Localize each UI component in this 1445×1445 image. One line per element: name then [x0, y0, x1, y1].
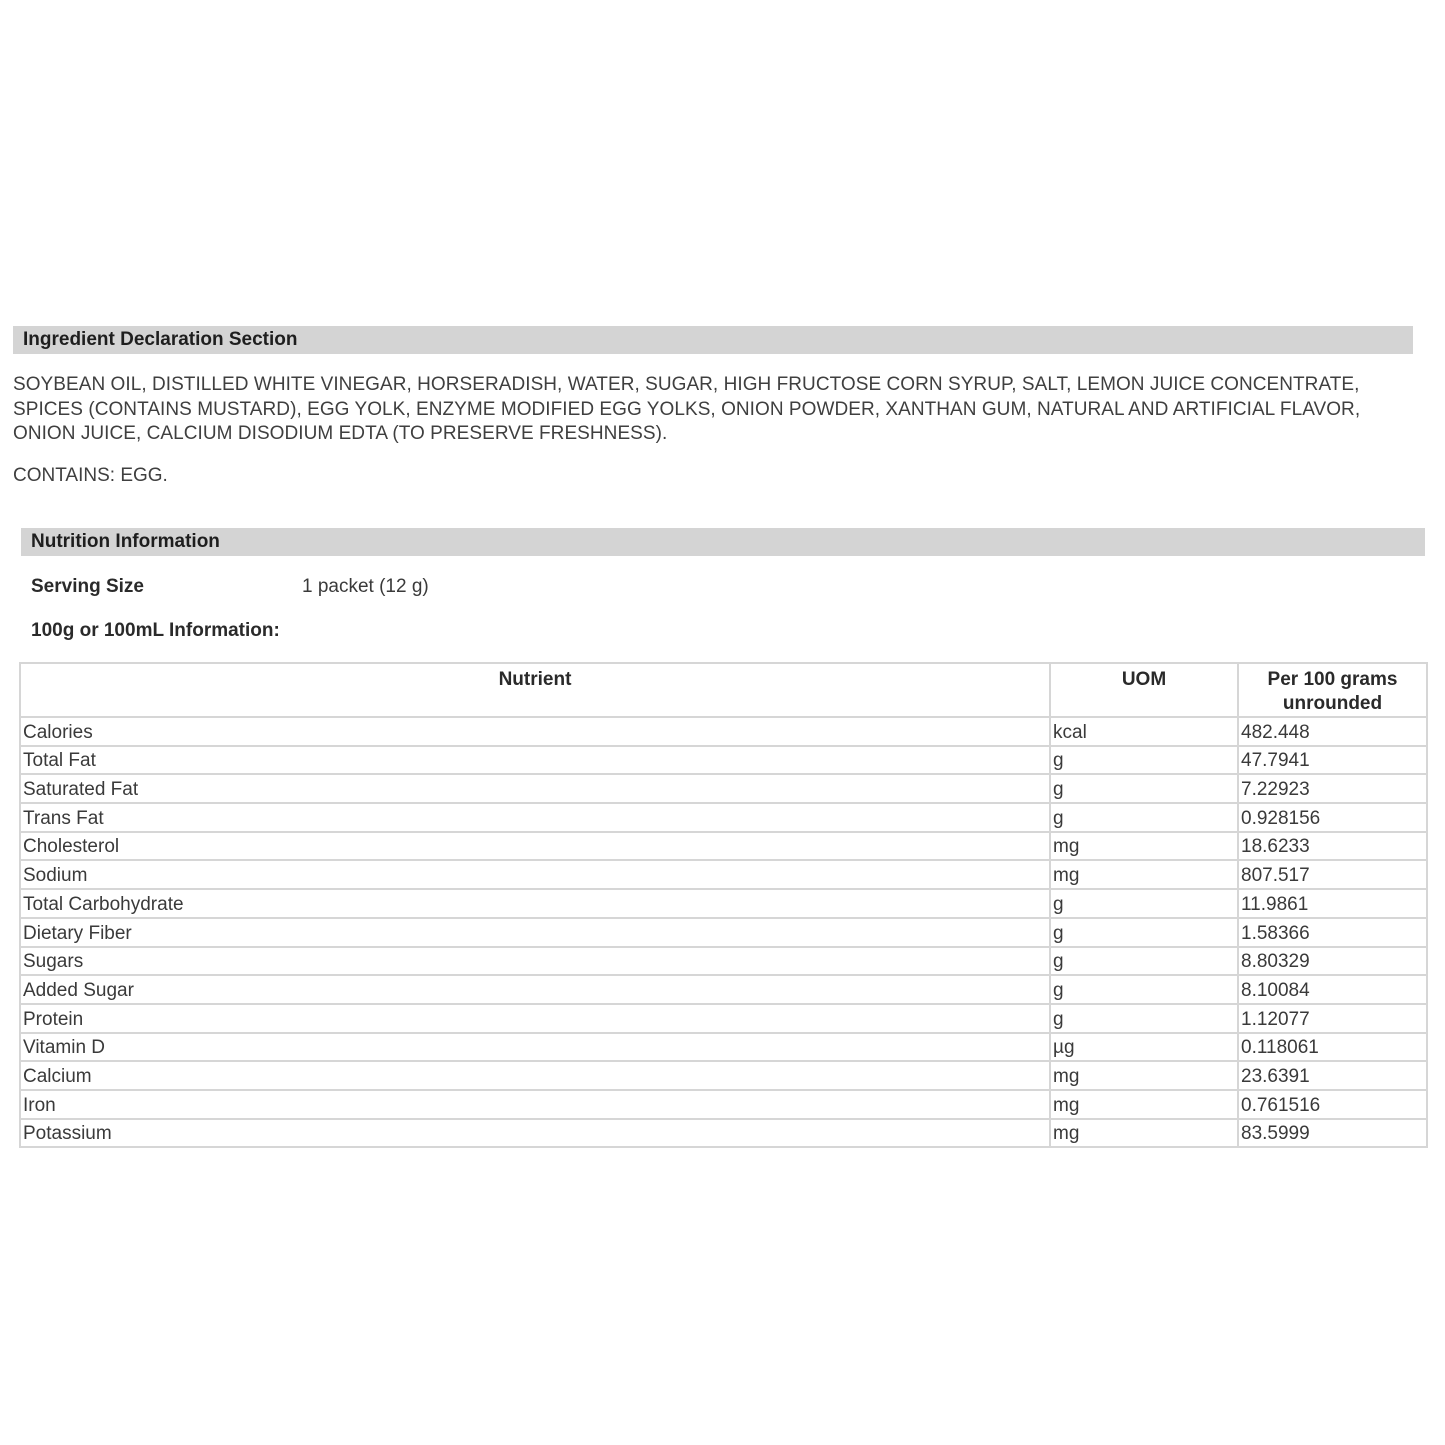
uom-column-header: UOM	[1050, 663, 1238, 717]
uom-cell: g	[1050, 889, 1238, 918]
table-row	[20, 889, 1427, 918]
table-row	[20, 1090, 1427, 1119]
table-row	[20, 975, 1427, 1004]
nutrient-name-cell: Cholesterol	[20, 832, 1050, 861]
uom-cell: g	[1050, 774, 1238, 803]
value-cell: 23.6391	[1238, 1061, 1427, 1090]
per-100-header-line1: Per 100 grams	[1267, 669, 1398, 690]
uom-cell: g	[1050, 975, 1238, 1004]
table-row	[20, 832, 1427, 861]
value-cell: 47.7941	[1238, 746, 1427, 775]
table-row	[20, 860, 1427, 889]
nutrition-section-title: Nutrition Information	[31, 531, 220, 552]
nutrient-name-cell: Iron	[20, 1090, 1050, 1119]
uom-cell: g	[1050, 1004, 1238, 1033]
value-cell: 1.58366	[1238, 918, 1427, 947]
table-row	[20, 803, 1427, 832]
uom-cell: g	[1050, 746, 1238, 775]
nutrient-name-cell: Total Carbohydrate	[20, 889, 1050, 918]
allergen-statement: CONTAINS: EGG.	[13, 465, 168, 486]
table-row	[20, 947, 1427, 976]
nutrient-name-cell: Protein	[20, 1004, 1050, 1033]
uom-cell: g	[1050, 947, 1238, 976]
nutrient-name-cell: Dietary Fiber	[20, 918, 1050, 947]
value-cell: 83.5999	[1238, 1119, 1427, 1148]
uom-cell: g	[1050, 803, 1238, 832]
value-cell: 7.22923	[1238, 774, 1427, 803]
value-cell: 482.448	[1238, 717, 1427, 746]
nutrition-section-header	[21, 528, 1425, 556]
uom-cell: mg	[1050, 1061, 1238, 1090]
value-cell: 8.10084	[1238, 975, 1427, 1004]
nutrient-name-cell: Calories	[20, 717, 1050, 746]
value-cell: 18.6233	[1238, 832, 1427, 861]
uom-cell: mg	[1050, 832, 1238, 861]
uom-cell: µg	[1050, 1033, 1238, 1062]
nutrient-name-cell: Sugars	[20, 947, 1050, 976]
value-cell: 0.928156	[1238, 803, 1427, 832]
nutrient-name-cell: Potassium	[20, 1119, 1050, 1148]
value-cell: 8.80329	[1238, 947, 1427, 976]
serving-size-label: Serving Size	[31, 576, 144, 597]
value-cell: 807.517	[1238, 860, 1427, 889]
uom-cell: mg	[1050, 860, 1238, 889]
serving-size-value: 1 packet (12 g)	[302, 576, 429, 597]
nutrient-name-cell: Trans Fat	[20, 803, 1050, 832]
table-row	[20, 918, 1427, 947]
nutrient-name-cell: Calcium	[20, 1061, 1050, 1090]
value-cell: 0.761516	[1238, 1090, 1427, 1119]
nutrient-name-cell: Saturated Fat	[20, 774, 1050, 803]
nutrient-name-cell: Added Sugar	[20, 975, 1050, 1004]
per-100-info-heading: 100g or 100mL Information:	[31, 620, 280, 641]
uom-cell: mg	[1050, 1090, 1238, 1119]
per-100-column-header	[1238, 663, 1427, 717]
nutrient-name-cell: Total Fat	[20, 746, 1050, 775]
nutrient-name-cell: Sodium	[20, 860, 1050, 889]
table-row	[20, 717, 1427, 746]
table-row	[20, 1004, 1427, 1033]
per-100-header-line2: unrounded	[1282, 693, 1383, 714]
table-row	[20, 746, 1427, 775]
value-cell: 1.12077	[1238, 1004, 1427, 1033]
table-header-row	[20, 663, 1427, 717]
uom-cell: kcal	[1050, 717, 1238, 746]
table-row	[20, 1061, 1427, 1090]
ingredient-section-title: Ingredient Declaration Section	[23, 329, 298, 350]
nutrient-column-header: Nutrient	[20, 663, 1050, 717]
nutrient-table	[19, 662, 1428, 1148]
uom-cell: mg	[1050, 1119, 1238, 1148]
value-cell: 11.9861	[1238, 889, 1427, 918]
table-row	[20, 1033, 1427, 1062]
ingredients-list: SOYBEAN OIL, DISTILLED WHITE VINEGAR, HORSERADISH, WATER, SUGAR, HIGH FRUCTOSE CORN SYRUP, SALT, LEMON JUICE CONCENTRATE, SPICES (CONTAINS MUSTARD), EGG YOLK, ENZYME MODIFIED EGG YOLKS, ONION POWDER, XANTHAN GUM, NATURAL AND ARTIFICIAL FLAVOR, ONION JUICE, CALCIUM DISODIUM EDTA (TO PRESERVE FRESHNESS).	[13, 374, 1361, 444]
nutrient-name-cell: Vitamin D	[20, 1033, 1050, 1062]
table-row	[20, 774, 1427, 803]
uom-cell: g	[1050, 918, 1238, 947]
table-row	[20, 1119, 1427, 1148]
value-cell: 0.118061	[1238, 1033, 1427, 1062]
ingredient-section-header	[13, 326, 1413, 354]
